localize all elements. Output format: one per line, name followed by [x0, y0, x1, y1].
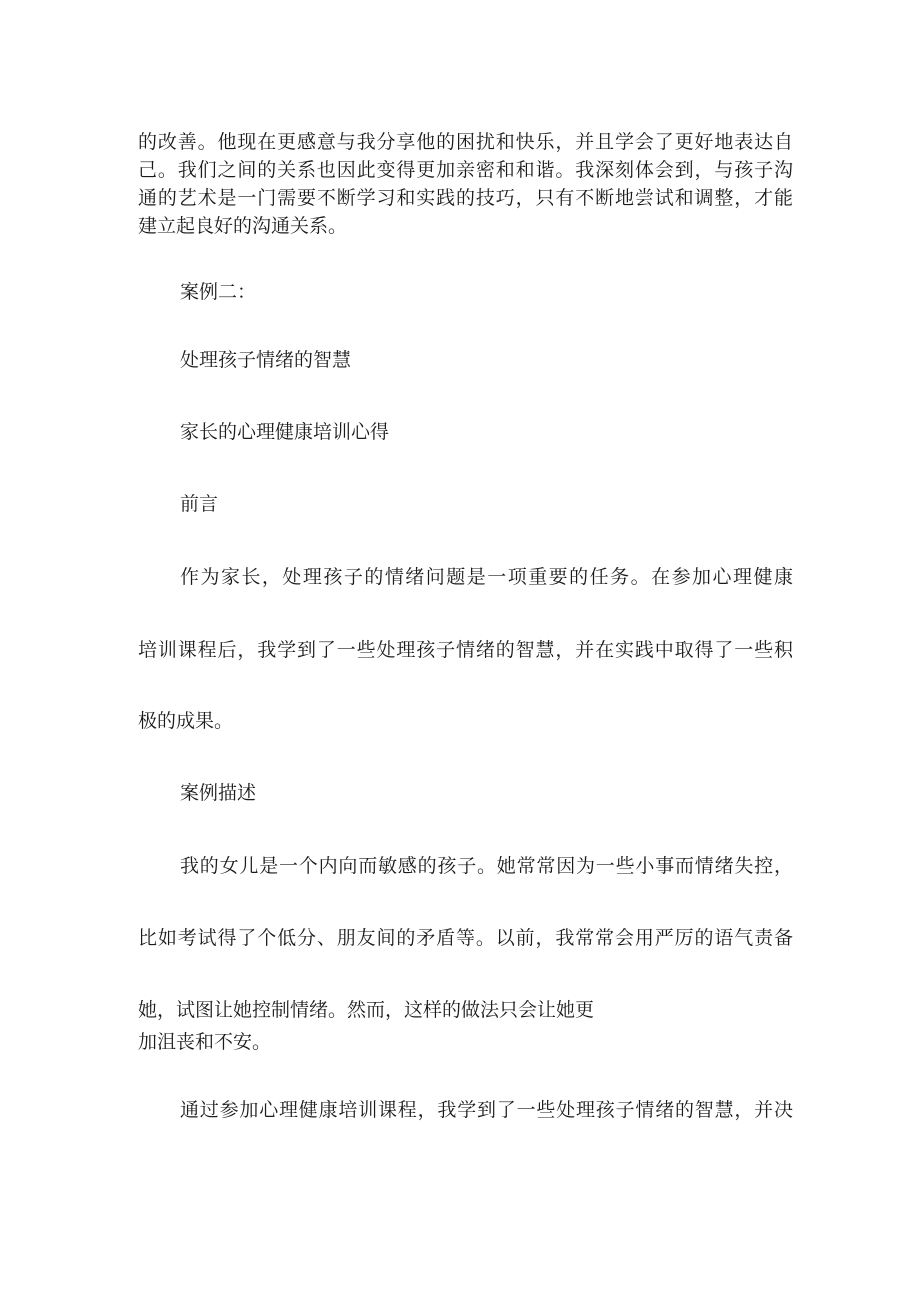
case-description-line-3: 她，试图让她控制情绪。然而，这样的做法只会让她更 [138, 999, 595, 1021]
preface-line-2: 培训课程后，我学到了一些处理孩子情绪的智慧，并在实践中取得了一些积 [138, 639, 793, 661]
preface-line-1: 作为家长，处理孩子的情绪问题是一项重要的任务。在参加心理健康 [180, 566, 793, 588]
final-paragraph-line-1: 通过参加心理健康培训课程，我学到了一些处理孩子情绪的智慧，并决 [180, 1099, 793, 1121]
case-two-title: 处理孩子情绪的智慧 [180, 349, 352, 371]
case-two-subtitle: 家长的心理健康培训心得 [180, 421, 390, 443]
case-description-heading: 案例描述 [180, 782, 257, 804]
case-description-line-1: 我的女儿是一个内向而敏感的孩子。她常常因为一些小事而情绪失控， [180, 855, 793, 877]
paragraph1-line-1: 的改善。他现在更感意与我分享他的困扰和快乐，并且学会了更好地表达自 [138, 131, 793, 153]
case-two-label: 案例二： [180, 281, 257, 303]
case-description-line-2: 比如考试得了个低分、朋友间的矛盾等。以前，我常常会用严厉的语气责备 [138, 927, 793, 949]
preface-heading: 前言 [180, 493, 219, 515]
preface-line-3: 极的成果。 [138, 710, 234, 732]
paragraph1-line-2: 己。我们之间的关系也因此变得更加亲密和和谐。我深刻体会到，与孩子沟 [138, 159, 793, 181]
paragraph1-line-4: 建立起良好的沟通关系。 [138, 215, 348, 237]
paragraph1-line-3: 通的艺术是一门需要不断学习和实践的技巧，只有不断地尝试和调整，才能 [138, 187, 793, 209]
case-description-line-4: 加沮丧和不安。 [138, 1031, 272, 1053]
